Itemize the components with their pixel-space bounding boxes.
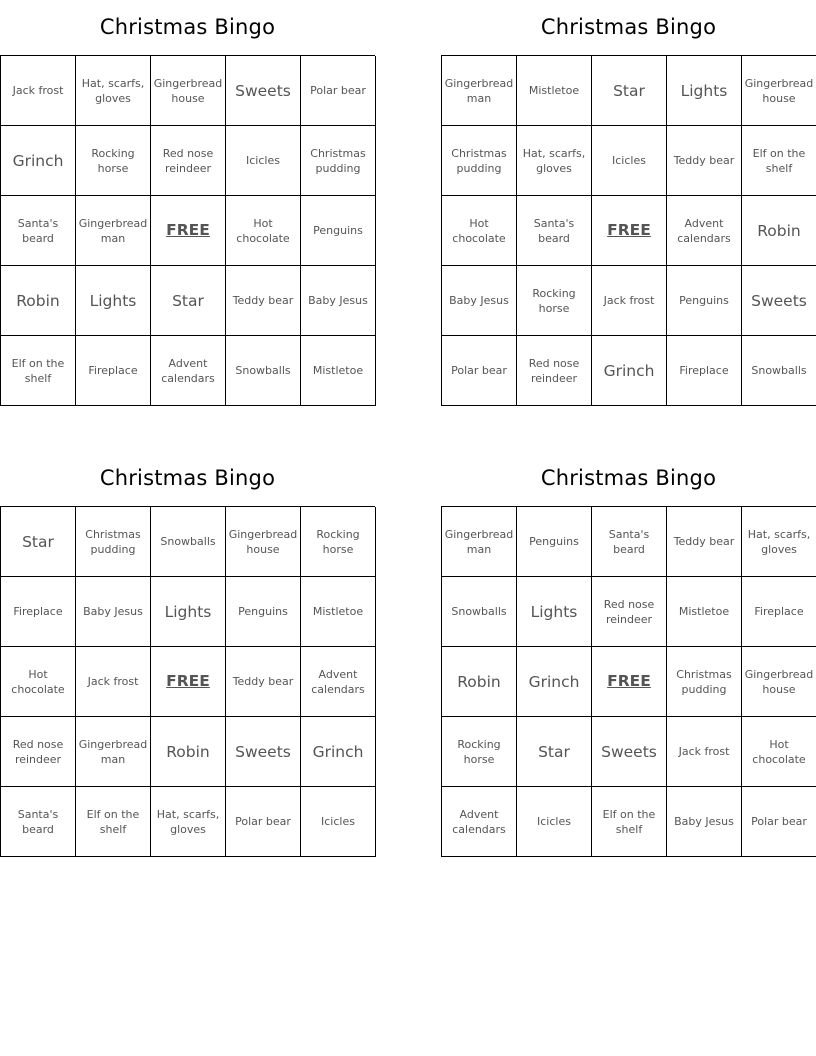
- bingo-cell: Elf on the shelf: [76, 787, 151, 857]
- bingo-cell: Santa's beard: [592, 507, 667, 577]
- bingo-cell: Jack frost: [1, 56, 76, 126]
- bingo-cell: Hat, scarfs, gloves: [517, 126, 592, 196]
- bingo-cell: Icicles: [517, 787, 592, 857]
- bingo-cell: Rocking horse: [301, 507, 376, 577]
- bingo-grid: [441, 506, 816, 857]
- bingo-cell: Sweets: [226, 717, 301, 787]
- bingo-cell: Polar bear: [442, 336, 517, 406]
- bingo-cell: Gingerbread man: [442, 507, 517, 577]
- bingo-cell: Lights: [667, 56, 742, 126]
- bingo-cell: Star: [151, 266, 226, 336]
- card-title: Christmas Bingo: [540, 466, 717, 490]
- bingo-cell: Red nose reindeer: [592, 577, 667, 647]
- bingo-cell: Snowballs: [742, 336, 816, 406]
- bingo-cell: Star: [1, 507, 76, 577]
- bingo-cell: Red nose reindeer: [1, 717, 76, 787]
- bingo-cell: Icicles: [301, 787, 376, 857]
- bingo-cell: Baby Jesus: [76, 577, 151, 647]
- free-space-cell: FREE: [151, 196, 226, 266]
- bingo-cell: Rocking horse: [76, 126, 151, 196]
- bingo-cell: Polar bear: [301, 56, 376, 126]
- bingo-cell: Snowballs: [442, 577, 517, 647]
- bingo-cell: Sweets: [592, 717, 667, 787]
- bingo-grid: [0, 55, 375, 406]
- free-space-cell: FREE: [592, 647, 667, 717]
- bingo-cell: Hat, scarfs, gloves: [76, 56, 151, 126]
- bingo-grid: [0, 506, 375, 857]
- bingo-cell: Lights: [517, 577, 592, 647]
- bingo-cell: Snowballs: [226, 336, 301, 406]
- bingo-cell: Sweets: [742, 266, 816, 336]
- bingo-card-4: [441, 451, 816, 857]
- card-title: Christmas Bingo: [99, 15, 276, 39]
- bingo-cell: Teddy bear: [667, 507, 742, 577]
- bingo-cell: Grinch: [592, 336, 667, 406]
- bingo-cell: Teddy bear: [226, 647, 301, 717]
- bingo-cell: Icicles: [226, 126, 301, 196]
- bingo-cell: Mistletoe: [301, 577, 376, 647]
- bingo-cell: Teddy bear: [226, 266, 301, 336]
- bingo-cell: Christmas pudding: [442, 126, 517, 196]
- bingo-card-2: [441, 0, 816, 406]
- bingo-cell: Christmas pudding: [667, 647, 742, 717]
- bingo-cell: Mistletoe: [517, 56, 592, 126]
- bingo-card-1: [0, 0, 375, 406]
- bingo-cell: Star: [517, 717, 592, 787]
- card-title: Christmas Bingo: [540, 15, 717, 39]
- bingo-cell: Fireplace: [76, 336, 151, 406]
- bingo-cell: Hot chocolate: [1, 647, 76, 717]
- free-space-cell: FREE: [592, 196, 667, 266]
- bingo-cell: Robin: [1, 266, 76, 336]
- bingo-cell: Christmas pudding: [76, 507, 151, 577]
- bingo-cell: Gingerbread house: [742, 647, 816, 717]
- bingo-cell: Fireplace: [1, 577, 76, 647]
- bingo-cell: Advent calendars: [667, 196, 742, 266]
- bingo-cell: Elf on the shelf: [592, 787, 667, 857]
- bingo-cell: Advent calendars: [442, 787, 517, 857]
- bingo-cell: Gingerbread house: [226, 507, 301, 577]
- bingo-cell: Gingerbread man: [442, 56, 517, 126]
- bingo-cell: Penguins: [301, 196, 376, 266]
- bingo-cell: Red nose reindeer: [517, 336, 592, 406]
- bingo-cell: Santa's beard: [1, 196, 76, 266]
- bingo-cell: Baby Jesus: [301, 266, 376, 336]
- bingo-cell: Advent calendars: [151, 336, 226, 406]
- bingo-cell: Polar bear: [742, 787, 816, 857]
- bingo-cell: Grinch: [301, 717, 376, 787]
- bingo-cell: Snowballs: [151, 507, 226, 577]
- bingo-cell: Grinch: [1, 126, 76, 196]
- bingo-cell: Santa's beard: [1, 787, 76, 857]
- bingo-cell: Hot chocolate: [442, 196, 517, 266]
- bingo-cell: Teddy bear: [667, 126, 742, 196]
- bingo-cell: Gingerbread man: [76, 717, 151, 787]
- bingo-cell: Fireplace: [742, 577, 816, 647]
- free-space-cell: FREE: [151, 647, 226, 717]
- bingo-cell: Penguins: [667, 266, 742, 336]
- bingo-cell: Penguins: [517, 507, 592, 577]
- bingo-cell: Red nose reindeer: [151, 126, 226, 196]
- bingo-cell: Hat, scarfs, gloves: [742, 507, 816, 577]
- bingo-cell: Hot chocolate: [742, 717, 816, 787]
- bingo-cell: Sweets: [226, 56, 301, 126]
- bingo-cell: Gingerbread man: [76, 196, 151, 266]
- bingo-cell: Penguins: [226, 577, 301, 647]
- bingo-cell: Lights: [151, 577, 226, 647]
- bingo-cell: Elf on the shelf: [1, 336, 76, 406]
- bingo-cell: Robin: [742, 196, 816, 266]
- bingo-cell: Robin: [442, 647, 517, 717]
- bingo-cell: Mistletoe: [667, 577, 742, 647]
- bingo-cell: Jack frost: [76, 647, 151, 717]
- bingo-cell: Jack frost: [592, 266, 667, 336]
- bingo-cell: Gingerbread house: [151, 56, 226, 126]
- bingo-cell: Lights: [76, 266, 151, 336]
- bingo-cell: Star: [592, 56, 667, 126]
- bingo-cell: Hot chocolate: [226, 196, 301, 266]
- bingo-cell: Mistletoe: [301, 336, 376, 406]
- bingo-grid: [441, 55, 816, 406]
- card-title: Christmas Bingo: [99, 466, 276, 490]
- bingo-cell: Gingerbread house: [742, 56, 816, 126]
- bingo-cell: Elf on the shelf: [742, 126, 816, 196]
- bingo-cell: Santa's beard: [517, 196, 592, 266]
- bingo-cell: Grinch: [517, 647, 592, 717]
- bingo-cell: Christmas pudding: [301, 126, 376, 196]
- bingo-cell: Baby Jesus: [442, 266, 517, 336]
- bingo-cell: Fireplace: [667, 336, 742, 406]
- bingo-card-3: [0, 451, 375, 857]
- bingo-cell: Advent calendars: [301, 647, 376, 717]
- bingo-cell: Hat, scarfs, gloves: [151, 787, 226, 857]
- bingo-cell: Robin: [151, 717, 226, 787]
- bingo-cell: Jack frost: [667, 717, 742, 787]
- bingo-cell: Rocking horse: [442, 717, 517, 787]
- bingo-cell: Polar bear: [226, 787, 301, 857]
- bingo-cell: Rocking horse: [517, 266, 592, 336]
- bingo-cell: Icicles: [592, 126, 667, 196]
- bingo-cell: Baby Jesus: [667, 787, 742, 857]
